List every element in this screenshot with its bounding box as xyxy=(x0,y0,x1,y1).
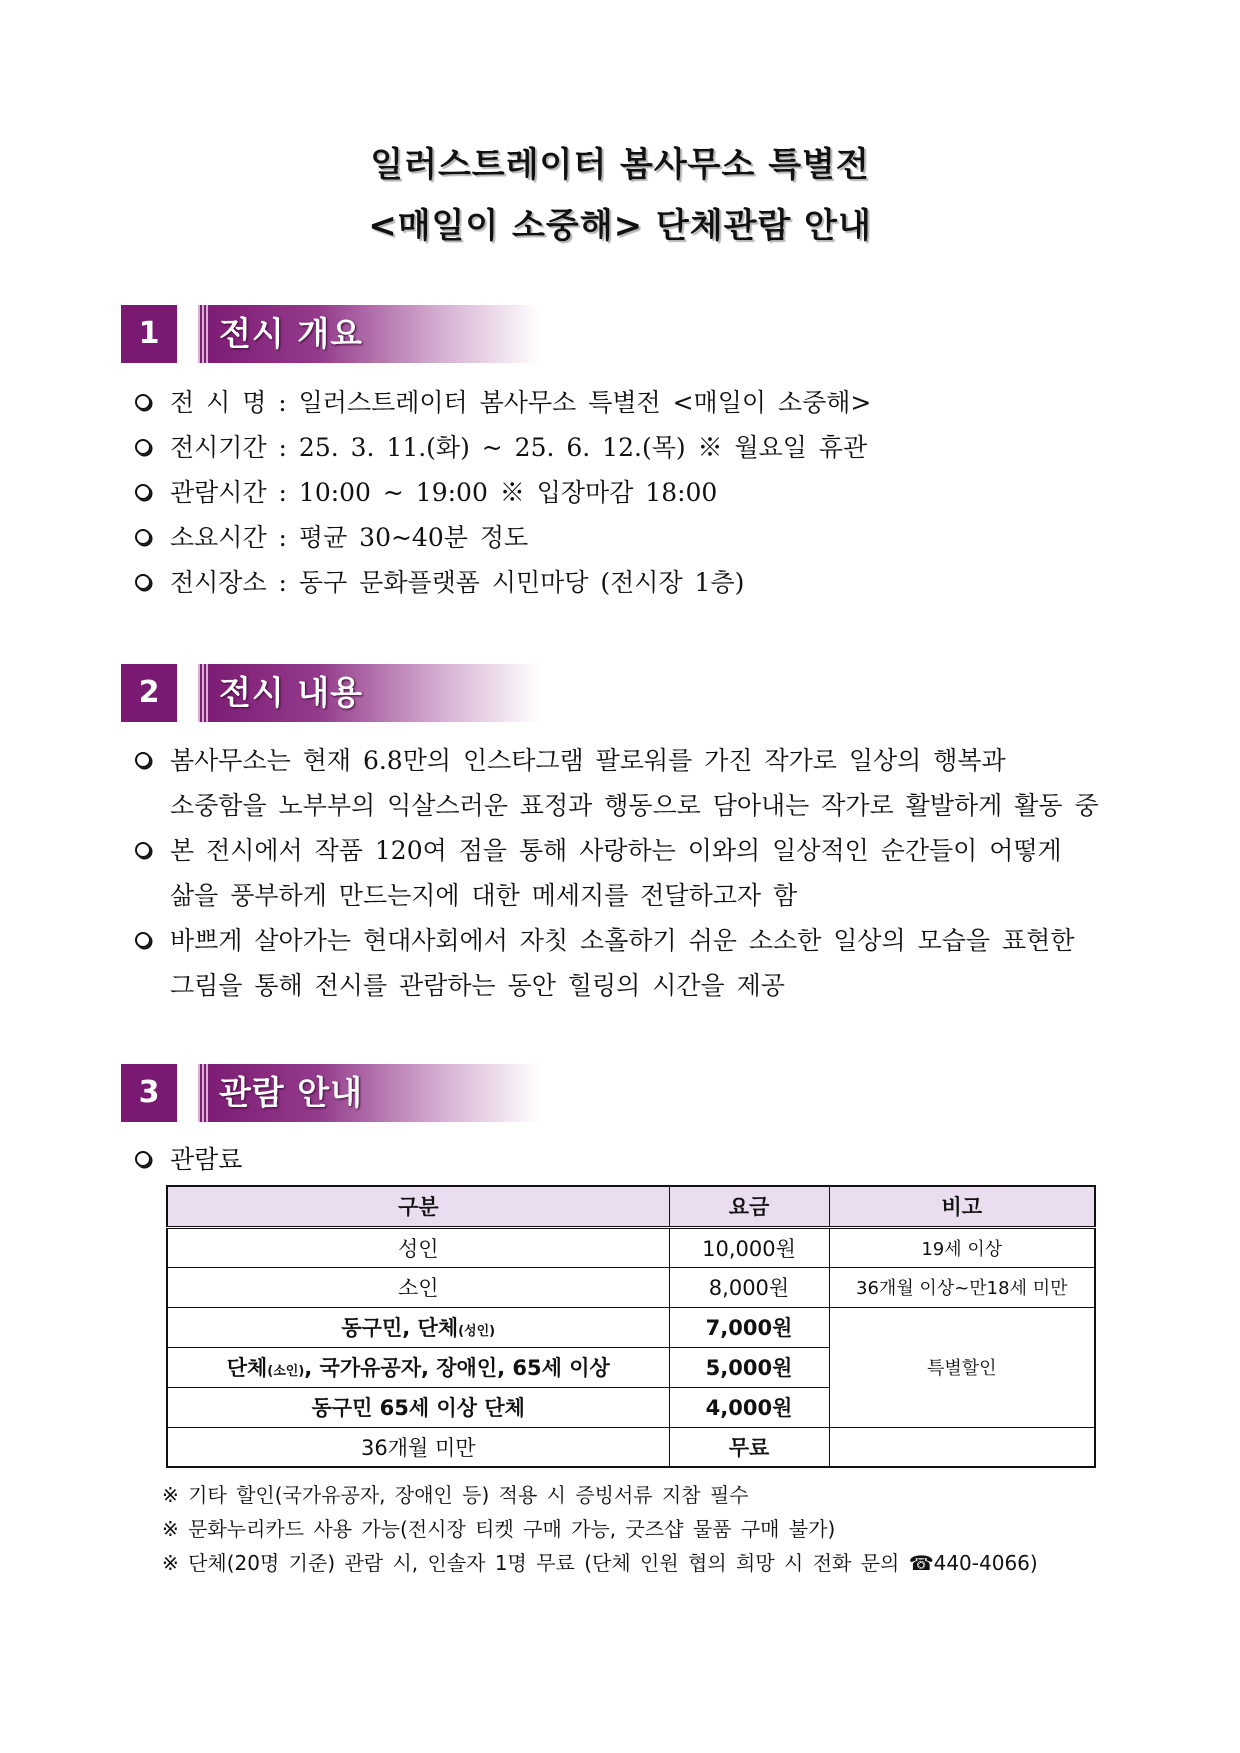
table-row xyxy=(167,1227,1095,1267)
section-heading: 전시 개요 xyxy=(219,314,364,353)
list-item xyxy=(170,560,871,605)
table-row xyxy=(167,1267,1095,1307)
bullet-circle-icon xyxy=(135,932,151,948)
section-2-header xyxy=(121,664,541,722)
item-line: 삶을 풍부하게 만드는지에 대한 메세지를 전달하고자 함 xyxy=(170,881,798,910)
category-text: 단체 xyxy=(226,1356,268,1380)
table-row xyxy=(167,1307,1095,1347)
category-cell: 동구민 65세 이상 단체 xyxy=(167,1387,669,1427)
category-cell xyxy=(167,1307,669,1347)
fee-cell: 4,000원 xyxy=(669,1387,829,1427)
bullet-circle-icon xyxy=(135,574,151,590)
list-item xyxy=(170,828,1099,918)
item-line: 소요시간 : 평균 30~40분 정도 xyxy=(170,523,529,552)
section-1-header xyxy=(121,305,541,363)
list-item xyxy=(170,470,871,515)
section-number: 2 xyxy=(121,664,177,722)
item-line: 봄사무소는 현재 6.8만의 인스타그램 팔로워를 가진 작가로 일상의 행복과 xyxy=(170,746,1006,775)
bullet-circle-icon xyxy=(135,529,151,545)
section-number: 3 xyxy=(121,1064,177,1122)
category-text: 동구민, 단체 xyxy=(341,1316,459,1340)
section-number: 1 xyxy=(121,305,177,363)
category-qualifier: (소인) xyxy=(267,1364,305,1379)
item-line: 그림을 통해 전시를 관람하는 동안 힐링의 시간을 제공 xyxy=(170,971,785,1000)
fee-cell: 무료 xyxy=(669,1427,829,1467)
list-item xyxy=(170,1137,242,1182)
category-cell xyxy=(167,1347,669,1387)
list-item xyxy=(170,515,871,560)
remark-cell: 특별할인 xyxy=(829,1307,1095,1427)
section-heading-bar xyxy=(198,664,540,722)
remark-cell: 19세 이상 xyxy=(829,1227,1095,1267)
remark-cell xyxy=(829,1427,1095,1467)
category-cell: 성인 xyxy=(167,1227,669,1267)
fee-cell: 7,000원 xyxy=(669,1307,829,1347)
table-header-row xyxy=(167,1186,1095,1227)
item-line: 바쁘게 살아가는 현대사회에서 자칫 소홀하기 쉬운 소소한 일상의 모습을 표현한 xyxy=(170,926,1075,955)
fee-table xyxy=(166,1185,1096,1468)
item-line: 전시기간 : 25. 3. 11.(화) ~ 25. 6. 12.(목) ※ 월요일 휴관 xyxy=(170,433,868,462)
section-1-list xyxy=(170,380,871,605)
note-line: ※ 단체(20명 기준) 관람 시, 인솔자 1명 무료 (단체 인원 협의 희망 시 전화 문의 ☎440-4066) xyxy=(162,1551,1038,1575)
column-header-category: 구분 xyxy=(167,1186,669,1227)
item-line: 전 시 명 : 일러스트레이터 봄사무소 특별전 <매일이 소중해> xyxy=(170,388,872,417)
note-line: ※ 기타 할인(국가유공자, 장애인 등) 적용 시 증빙서류 지참 필수 xyxy=(162,1483,749,1507)
document-title-line-1: 일러스트레이터 봄사무소 특별전 xyxy=(370,145,870,185)
item-line: 소중함을 노부부의 익살스러운 표정과 행동으로 담아내는 작가로 활발하게 활동 중 xyxy=(170,791,1099,820)
fee-cell: 5,000원 xyxy=(669,1347,829,1387)
document-title-line-2: <매일이 소중해> 단체관람 안내 xyxy=(368,206,872,246)
column-header-remark: 비고 xyxy=(829,1186,1095,1227)
item-line: 관람료 xyxy=(170,1145,243,1174)
category-text-rest: , 국가유공자, 장애인, 65세 이상 xyxy=(304,1356,610,1380)
bullet-circle-icon xyxy=(135,752,151,768)
remark-cell: 36개월 이상~만18세 미만 xyxy=(829,1267,1095,1307)
category-cell: 소인 xyxy=(167,1267,669,1307)
section-3-list xyxy=(170,1137,242,1182)
bullet-circle-icon xyxy=(135,842,151,858)
fee-cell: 10,000원 xyxy=(669,1227,829,1267)
section-heading: 관람 안내 xyxy=(219,1073,364,1112)
list-item xyxy=(170,738,1099,828)
bullet-circle-icon xyxy=(135,439,151,455)
bullet-circle-icon xyxy=(135,394,151,410)
column-header-fee: 요금 xyxy=(669,1186,829,1227)
section-3-header xyxy=(121,1064,541,1122)
list-item xyxy=(170,425,871,470)
list-item xyxy=(170,918,1099,1008)
section-heading: 전시 내용 xyxy=(219,673,364,712)
item-line: 관람시간 : 10:00 ~ 19:00 ※ 입장마감 18:00 xyxy=(170,478,718,507)
section-heading-bar xyxy=(198,305,540,363)
note-line: ※ 문화누리카드 사용 가능(전시장 티켓 구매 가능, 굿즈샵 물품 구매 불가) xyxy=(162,1517,836,1541)
section-2-list xyxy=(170,738,1099,1008)
category-cell: 36개월 미만 xyxy=(167,1427,669,1467)
item-line: 전시장소 : 동구 문화플랫폼 시민마당 (전시장 1층) xyxy=(170,568,745,597)
list-item xyxy=(170,380,871,425)
section-heading-bar xyxy=(198,1064,540,1122)
table-row xyxy=(167,1427,1095,1467)
category-qualifier: (성인) xyxy=(458,1324,496,1339)
bullet-circle-icon xyxy=(135,484,151,500)
item-line: 본 전시에서 작품 120여 점을 통해 사랑하는 이와의 일상적인 순간들이 어떻게 xyxy=(170,836,1062,865)
notes xyxy=(162,1478,1038,1580)
fee-cell: 8,000원 xyxy=(669,1267,829,1307)
bullet-circle-icon xyxy=(135,1151,151,1167)
